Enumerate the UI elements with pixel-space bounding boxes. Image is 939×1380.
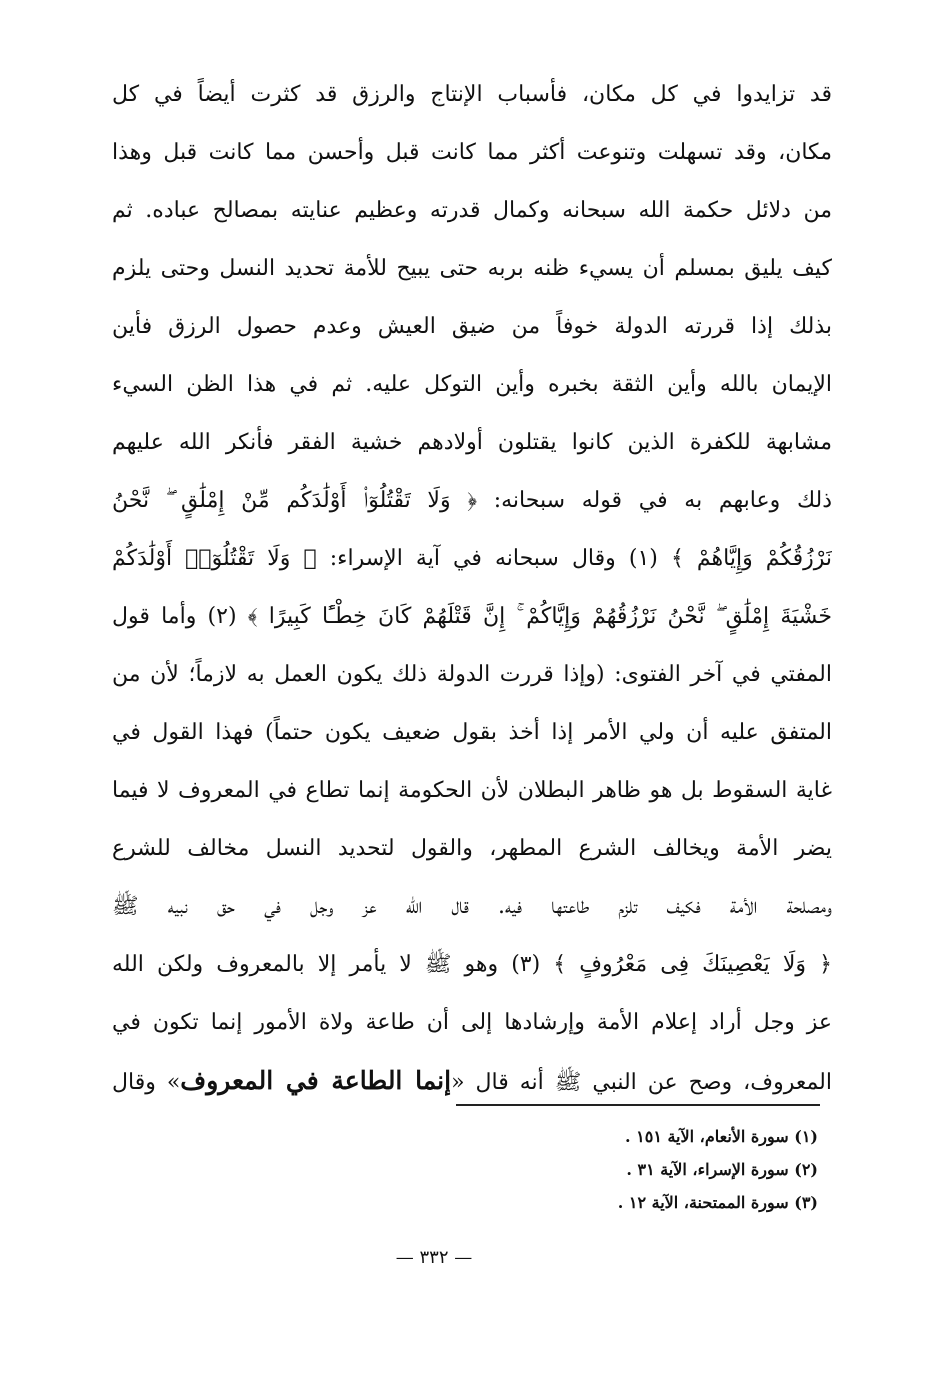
text-line: الإيمان بالله وأين الثقة بخبره وأين التوكل عليه. ثم في هذا الظن السيء: [112, 372, 832, 397]
text-line: غاية السقوط بل هو ظاهر البطلان لأن الحكومة إنما تطاع في المعروف لا فيما: [112, 778, 832, 803]
hadith-line-after: » وقال: [112, 1070, 181, 1095]
footnote-divider: [456, 1104, 820, 1106]
text-line: كيف يليق بمسلم أن يسيء ظنه بربه حتى يبيح للأمة تحديد النسل وحتى يلزم: [112, 256, 832, 281]
text-line: من دلائل حكمة الله سبحانه وكمال قدرته وعظيم عنايته بمصالح عباده. ثم: [112, 198, 832, 223]
quran-verse-line: ﴿ وَلَا يَعْصِينَكَ فِى مَعْرُوفٍ ﴾ (٣) وهو ﷺ لا يأمر إلا بالمعروف ولكن الله: [112, 952, 832, 977]
footnote-1: (١) سورة الأنعام، الآية ١٥١ .: [624, 1127, 818, 1146]
hadith-line-before: المعروف، وصح عن النبي ﷺ أنه قال «: [451, 1070, 832, 1095]
text-line: بذلك إذا قررته الدولة خوفاً من ضيق العيش وعدم حصول الرزق فأين: [112, 314, 832, 339]
text-line: عز وجل أراد إعلام الأمة وإرشادها إلى أن طاعة ولاة الأمور إنما تكون في: [112, 1010, 832, 1035]
text-line: ومصلحة الأمة فكيف تلزم طاعتها فيه. قال الله عز وجل في حق نبيه ﷺ: [112, 894, 832, 919]
quran-verse-line: ذلك وعابهم به في قوله سبحانه: ﴿ وَلَا تَقْتُلُوٓا۟ أَوْلَٰدَكُم مِّنْ إِمْلَٰقٍ ۖ نَّحْنُ: [112, 488, 832, 513]
page-number: — ٣٣٢ —: [395, 1247, 473, 1268]
text-line: يضر الأمة ويخالف الشرع المطهر، والقول لتحديد النسل مخالف للشرع: [112, 836, 832, 861]
hadith-quote: إنما الطاعة في المعروف: [180, 1066, 452, 1095]
text-line: المتفق عليه أن ولي الأمر إذا أخذ بقول ضعيف يكون حتماً) فهذا القول في: [112, 720, 832, 745]
text-line: مكان، وقد تسهلت وتنوعت أكثر مما كانت قبل وأحسن مما كانت قبل وهذا: [112, 140, 832, 165]
quran-verse-line: نَرْزُقُكُمْ وَإِيَّاهُمْ ﴾ (١) وقال سبحانه في آية الإسراء: ﴿ وَلَا تَقْتُلُوٓا۟ أَوْلَٰدَكُمْ: [112, 546, 832, 571]
footnote-2: (٢) سورة الإسراء، الآية ٣١ .: [626, 1160, 818, 1179]
main-text-block: [112, 66, 832, 1110]
quran-verse-line: خَشْيَةَ إِمْلَٰقٍ ۖ نَّحْنُ نَرْزُقُهُمْ وَإِيَّاكُمْ ۚ إِنَّ قَتْلَهُمْ كَانَ خِطْـًٔا كَبِيرًا ﴾ (٢) وأما قول: [112, 604, 832, 629]
footnote-3: (٣) سورة الممتحنة، الآية ١٢ .: [617, 1193, 818, 1212]
text-line: قد تزايدوا في كل مكان، فأسباب الإنتاج والرزق قد كثرت أيضاً في كل: [112, 82, 832, 107]
footnotes-block: [456, 1120, 818, 1219]
text-line: مشابهة للكفرة الذين كانوا يقتلون أولادهم خشية الفقر فأنكر الله عليهم: [112, 430, 832, 455]
text-line: المفتي في آخر الفتوى: (وإذا قررت الدولة ذلك يكون العمل به لازماً؛ لأن من: [112, 662, 832, 687]
hadith-line: [112, 1052, 832, 1110]
